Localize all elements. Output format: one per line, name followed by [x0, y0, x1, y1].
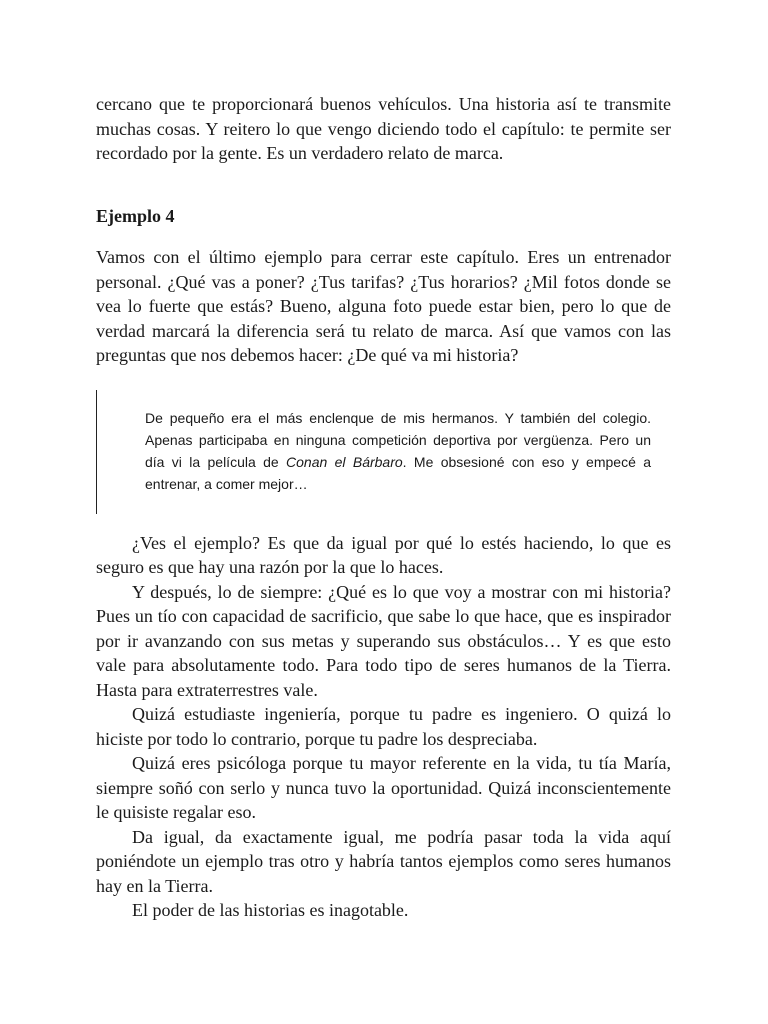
opening-paragraph: cercano que te proporcionará buenos vehículos. Una historia así te transmite muchas cosas. Y reitero lo que vengo diciendo todo el capítulo: te permite ser recordado por la gente. Es un verdadero relato de marca. [96, 94, 671, 163]
quote-film-title: Conan el Bárbaro [286, 453, 403, 470]
intro-paragraph: Vamos con el último ejemplo para cerrar este capítulo. Eres un entrenador personal. ¿Qué vas a poner? ¿Tus tarifas? ¿Tus horarios? ¿Mil fotos donde se vea lo fuerte que estás? Bueno, alguna foto puede estar bien, pero lo que de verdad marcará la diferencia será tu relato de marca. Así que vamos con las preguntas que nos debemos hacer: ¿De qué va mi historia? [96, 247, 671, 365]
document-page [96, 92, 671, 923]
body-text [96, 531, 671, 923]
body-paragraph: Quizá eres psicóloga porque tu mayor referente en la vida, tu tía María, siempre soñó con serlo y nunca tuvo la oportunidad. Quizá inconscientemente le quisiste regalar eso. [96, 753, 671, 822]
body-paragraph: El poder de las historias es inagotable. [132, 900, 409, 920]
body-paragraph: Da igual, da exactamente igual, me podría pasar toda la vida aquí poniéndote un ejemplo tras otro y habría tantos ejemplos como seres humanos hay en la Tierra. [96, 826, 671, 896]
quote-text-after: . Me obsesioné con eso y empecé a entrenar, a comer mejor… [145, 453, 651, 492]
body-paragraph: Quizá estudiaste ingeniería, porque tu padre es ingeniero. O quizá lo hiciste por todo lo contrario, porque tu padre los despreciaba. [96, 704, 671, 749]
block-quote [96, 390, 671, 514]
section-heading: Ejemplo 4 [96, 205, 175, 226]
quote-text-before: De pequeño era el más enclenque de mis hermanos. Y también del colegio. Apenas participaba en ninguna competición deportiva por vergüenza. Pero un día vi la película de [145, 409, 651, 470]
body-paragraph: ¿Ves el ejemplo? Es que da igual por qué lo estés haciendo, lo que es seguro es que hay una razón por la que lo haces. [96, 532, 671, 577]
body-paragraph: Y después, lo de siempre: ¿Qué es lo que voy a mostrar con mi historia? Pues un tío con capacidad de sacrificio, que sabe lo que hace, que es inspirador por ir avanzando con sus metas y superando sus obstáculos… Y es que esto vale para absolutamente todo. Para todo tipo de seres humanos de la Tierra. Hasta para extraterrestres vale. [96, 581, 671, 700]
